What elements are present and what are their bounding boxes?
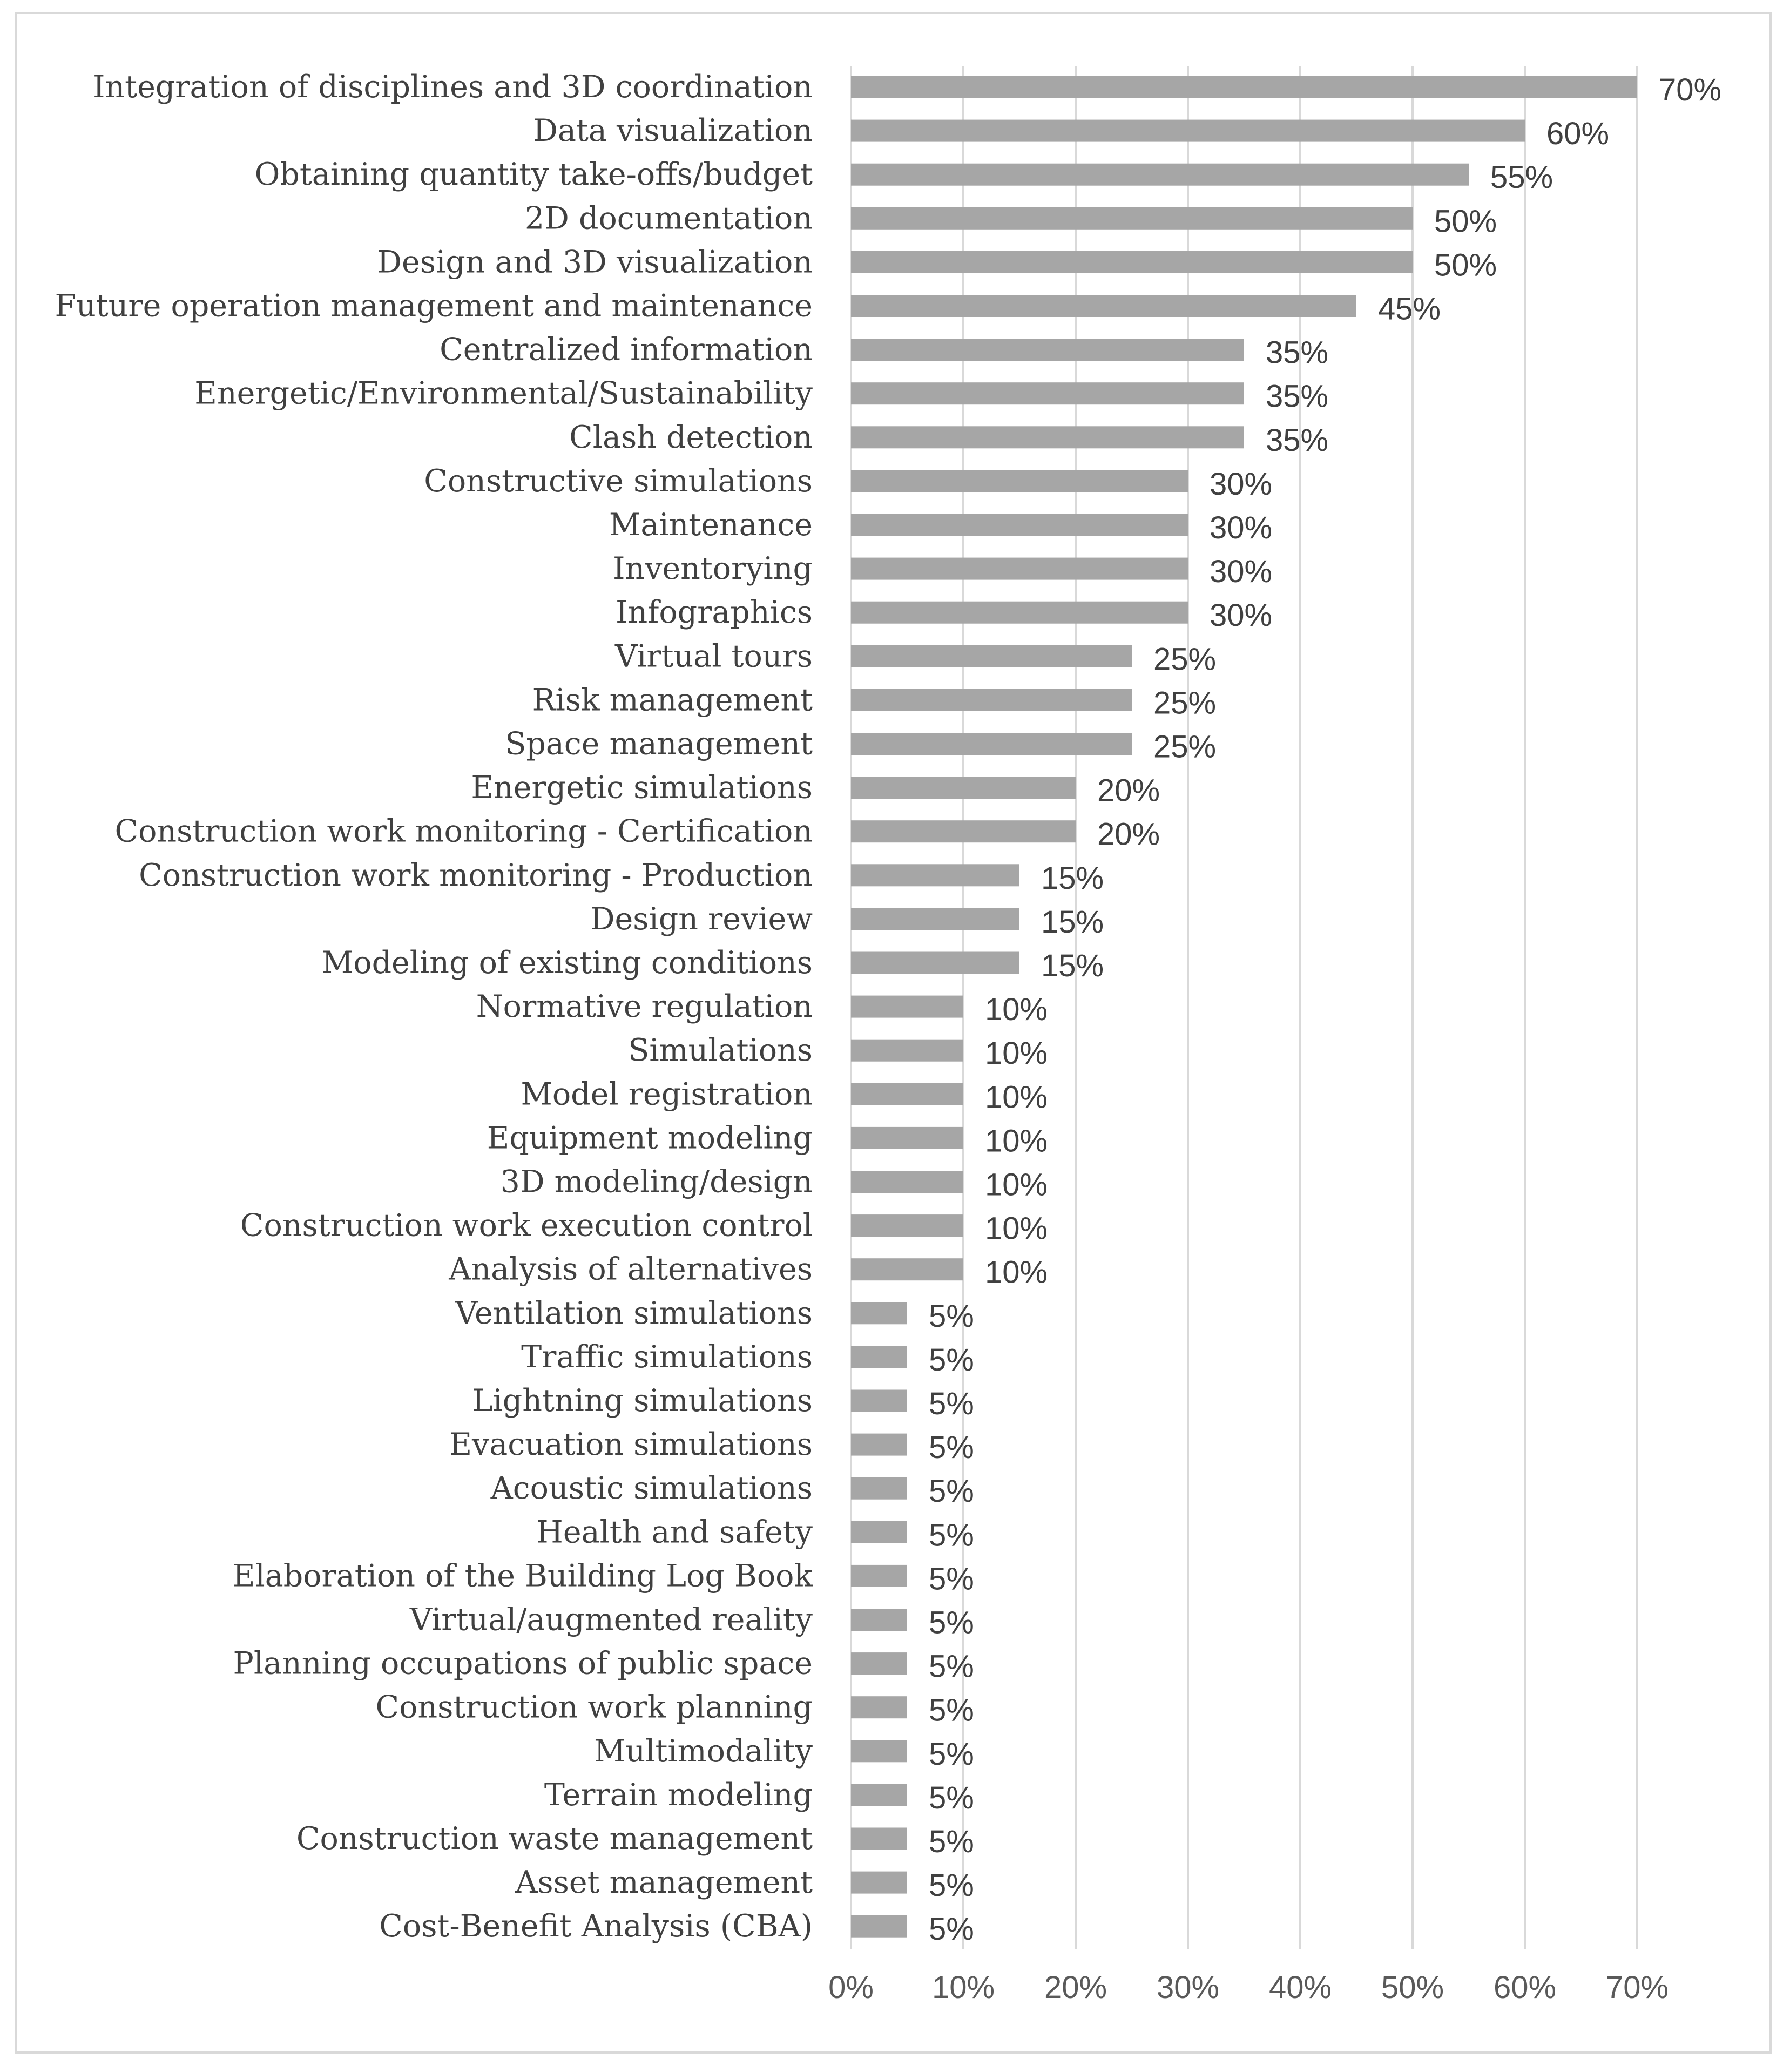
data-label: 15%	[1041, 948, 1104, 983]
bar	[851, 1171, 963, 1193]
data-label: 35%	[1266, 335, 1329, 370]
bar	[851, 1040, 963, 1062]
data-label: 35%	[1266, 379, 1329, 414]
category-label: Evacuation simulations	[449, 1427, 813, 1463]
x-tick-label: 60%	[1493, 1970, 1557, 2005]
bar	[851, 470, 1188, 492]
bar	[851, 777, 1076, 799]
data-label: 5%	[929, 1474, 974, 1509]
category-label: Energetic simulations	[471, 770, 813, 806]
bar	[851, 251, 1413, 273]
category-label: Modeling of existing conditions	[321, 945, 813, 981]
bar	[851, 689, 1132, 711]
category-label: Construction work monitoring - Certification	[114, 813, 813, 849]
data-label: 25%	[1153, 729, 1217, 765]
data-label: 5%	[929, 1736, 974, 1772]
category-label: Acoustic simulations	[490, 1470, 813, 1507]
bar	[851, 1740, 907, 1762]
category-label: Inventorying	[613, 551, 813, 587]
bar	[851, 1565, 907, 1587]
x-tick-label: 70%	[1605, 1970, 1669, 2005]
category-label: Lightning simulations	[472, 1383, 813, 1419]
category-label: Planning occupations of public space	[233, 1645, 813, 1682]
category-label: Construction waste management	[296, 1821, 813, 1857]
bar	[851, 164, 1469, 186]
category-label: Design review	[590, 901, 813, 937]
data-label: 10%	[985, 1123, 1048, 1159]
bar	[851, 514, 1188, 536]
x-tick-label: 0%	[828, 1970, 874, 2005]
data-label: 5%	[929, 1649, 974, 1684]
bar	[851, 1434, 907, 1456]
data-label: 10%	[985, 1167, 1048, 1203]
data-label: 5%	[929, 1605, 974, 1641]
bar	[851, 1214, 963, 1237]
category-label: Model registration	[521, 1076, 813, 1112]
category-label: Cost-Benefit Analysis (CBA)	[379, 1908, 813, 1945]
bar	[851, 120, 1525, 142]
x-tick-label: 40%	[1268, 1970, 1332, 2005]
data-label: 35%	[1266, 422, 1329, 458]
bar	[851, 1784, 907, 1806]
data-label: 25%	[1153, 642, 1217, 677]
bar	[851, 952, 1019, 974]
category-label: Constructive simulations	[424, 463, 813, 499]
category-label: Maintenance	[609, 507, 813, 543]
category-label: Space management	[505, 726, 813, 762]
bar	[851, 295, 1356, 317]
data-label: 5%	[929, 1561, 974, 1597]
data-label: 15%	[1041, 904, 1104, 940]
category-label: Centralized information	[440, 332, 813, 368]
category-label: Construction work planning	[375, 1689, 813, 1725]
category-label: Simulations	[628, 1032, 813, 1069]
category-label: Normative regulation	[476, 989, 813, 1025]
category-label: 3D modeling/design	[500, 1164, 813, 1200]
category-label: Integration of disciplines and 3D coordination	[92, 69, 813, 105]
data-label: 5%	[929, 1298, 974, 1334]
data-label: 5%	[929, 1430, 974, 1466]
category-label: Analysis of alternatives	[449, 1251, 813, 1287]
data-label: 10%	[985, 1254, 1048, 1290]
data-label: 20%	[1097, 773, 1160, 808]
data-label: 30%	[1210, 510, 1273, 545]
data-label: 30%	[1210, 554, 1273, 590]
bar	[851, 1302, 907, 1324]
category-label: Virtual tours	[614, 638, 813, 674]
data-label: 15%	[1041, 860, 1104, 896]
data-label: 45%	[1378, 291, 1441, 327]
bar	[851, 645, 1132, 667]
bar	[851, 1127, 963, 1149]
category-label: Infographics	[616, 595, 813, 631]
data-label: 5%	[929, 1692, 974, 1728]
data-label: 5%	[929, 1386, 974, 1421]
category-label: Clash detection	[569, 419, 813, 455]
data-label: 50%	[1434, 204, 1497, 239]
bar	[851, 1346, 907, 1368]
category-label: 2D documentation	[524, 200, 813, 237]
data-label: 30%	[1210, 598, 1273, 633]
data-label: 5%	[929, 1868, 974, 1904]
category-label: Obtaining quantity take-offs/budget	[254, 157, 813, 193]
data-label: 5%	[929, 1342, 974, 1378]
data-label: 10%	[985, 992, 1048, 1028]
category-label: Data visualization	[533, 113, 813, 149]
category-label: Construction work monitoring - Production	[139, 857, 813, 893]
bar	[851, 1258, 963, 1280]
category-label: Elaboration of the Building Log Book	[232, 1558, 813, 1594]
category-label: Construction work execution control	[240, 1207, 813, 1244]
bar	[851, 426, 1244, 448]
category-label: Risk management	[532, 682, 813, 718]
category-label: Ventilation simulations	[455, 1295, 813, 1331]
bar	[851, 1872, 907, 1894]
x-tick-label: 30%	[1156, 1970, 1220, 2005]
data-label: 5%	[929, 1912, 974, 1947]
data-label: 60%	[1546, 116, 1610, 152]
data-label: 55%	[1490, 160, 1553, 195]
data-label: 5%	[929, 1780, 974, 1815]
bar	[851, 382, 1244, 404]
bar	[851, 996, 963, 1018]
data-label: 5%	[929, 1517, 974, 1553]
bar	[851, 864, 1019, 886]
bar	[851, 1696, 907, 1718]
category-label: Health and safety	[536, 1514, 813, 1550]
x-tick-label: 10%	[931, 1970, 995, 2005]
category-labels	[55, 69, 813, 1944]
data-label: 5%	[929, 1824, 974, 1859]
category-label: Equipment modeling	[487, 1120, 813, 1156]
bar	[851, 602, 1188, 624]
bar	[851, 207, 1413, 230]
bar	[851, 1609, 907, 1631]
bar	[851, 733, 1132, 755]
data-label: 10%	[985, 1211, 1048, 1246]
category-label: Asset management	[515, 1865, 813, 1901]
category-label: Terrain modeling	[544, 1777, 813, 1813]
data-label: 70%	[1659, 72, 1722, 107]
data-label: 25%	[1153, 685, 1217, 721]
x-tick-label: 20%	[1044, 1970, 1107, 2005]
category-label: Future operation management and maintenance	[55, 288, 813, 324]
data-label: 30%	[1210, 466, 1273, 502]
data-label: 10%	[985, 1079, 1048, 1115]
category-label: Energetic/Environmental/Sustainability	[194, 375, 813, 411]
bar	[851, 76, 1637, 98]
data-label: 20%	[1097, 816, 1160, 852]
data-label: 50%	[1434, 247, 1497, 283]
bar	[851, 339, 1244, 361]
bar	[851, 1521, 907, 1543]
category-label: Design and 3D visualization	[377, 244, 813, 280]
bar	[851, 1390, 907, 1412]
bar	[851, 820, 1076, 842]
x-tick-label: 50%	[1381, 1970, 1444, 2005]
category-label: Multimodality	[594, 1733, 813, 1769]
bar	[851, 1652, 907, 1675]
bar	[851, 1915, 907, 1938]
x-axis-tick-labels	[828, 1970, 1669, 2005]
bar	[851, 908, 1019, 930]
bar	[851, 1477, 907, 1500]
bar	[851, 558, 1188, 580]
bar	[851, 1828, 907, 1850]
data-label: 10%	[985, 1036, 1048, 1071]
category-label: Traffic simulations	[521, 1339, 813, 1375]
bar	[851, 1083, 963, 1105]
category-label: Virtual/augmented reality	[409, 1602, 813, 1638]
